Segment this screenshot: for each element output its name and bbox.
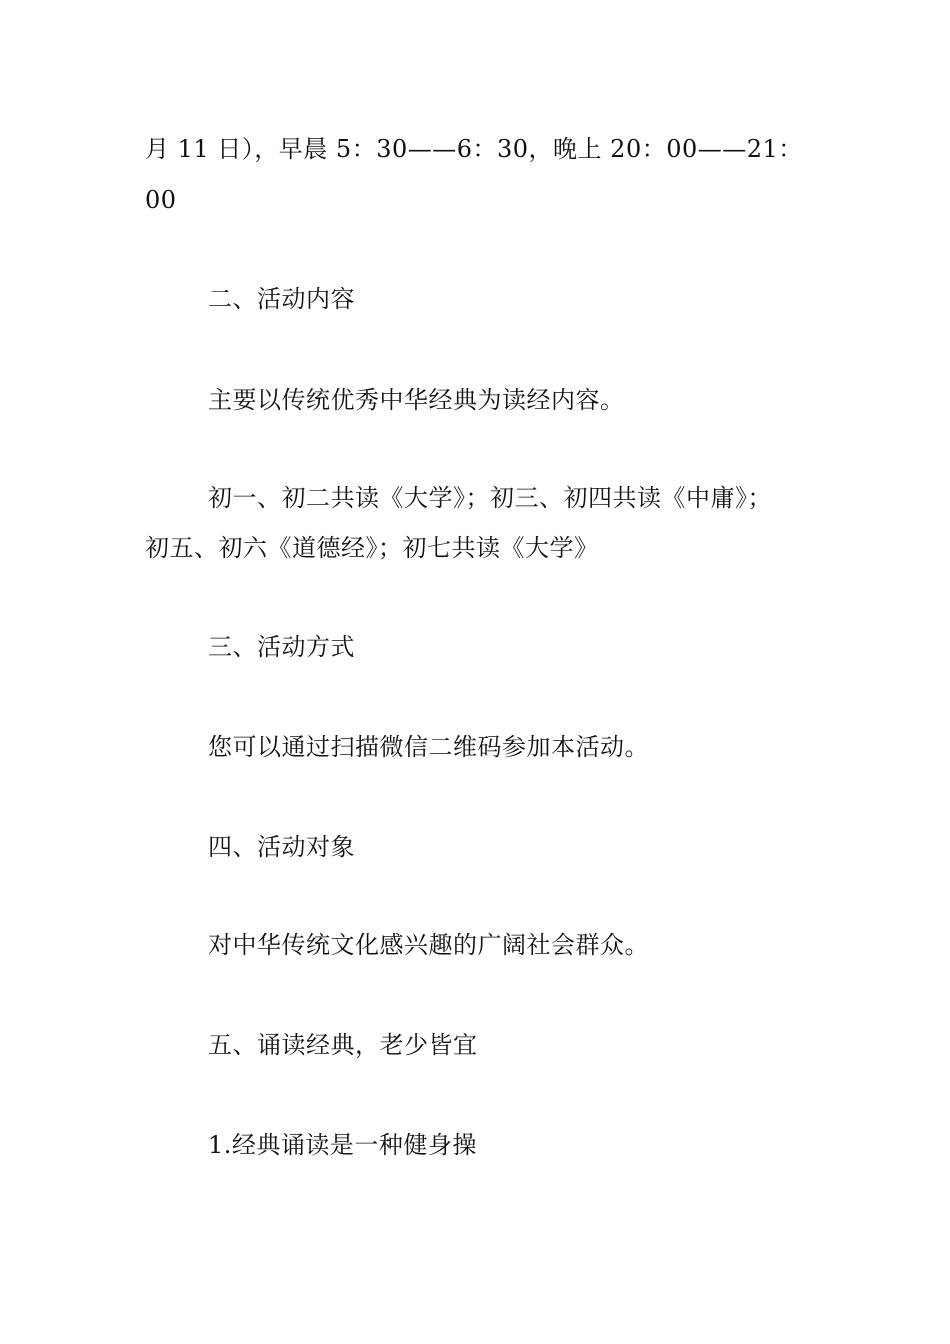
section-heading-method: 三、活动方式 bbox=[208, 633, 355, 661]
schedule-text-line-2: 00 bbox=[145, 186, 177, 214]
section-heading-content: 二、活动内容 bbox=[208, 285, 355, 313]
reading-schedule-line-2: 初五、初六《道德经》；初七共读《大学》 bbox=[145, 534, 599, 562]
schedule-text-line-1: 月 11 日），早晨 5：30——6：30，晚上 20：00——21： bbox=[145, 135, 803, 163]
subsection-heading-fitness: 1.经典诵读是一种健身操 bbox=[208, 1131, 477, 1159]
section-heading-audience: 四、活动对象 bbox=[208, 833, 355, 861]
method-description: 您可以通过扫描微信二维码参加本活动。 bbox=[208, 733, 649, 761]
reading-schedule-line-1: 初一、初二共读《大学》；初三、初四共读《中庸》； bbox=[208, 484, 772, 512]
section-heading-recitation: 五、诵读经典，老少皆宜 bbox=[208, 1031, 478, 1059]
content-description: 主要以传统优秀中华经典为读经内容。 bbox=[208, 386, 625, 414]
audience-description: 对中华传统文化感兴趣的广阔社会群众。 bbox=[208, 931, 649, 959]
